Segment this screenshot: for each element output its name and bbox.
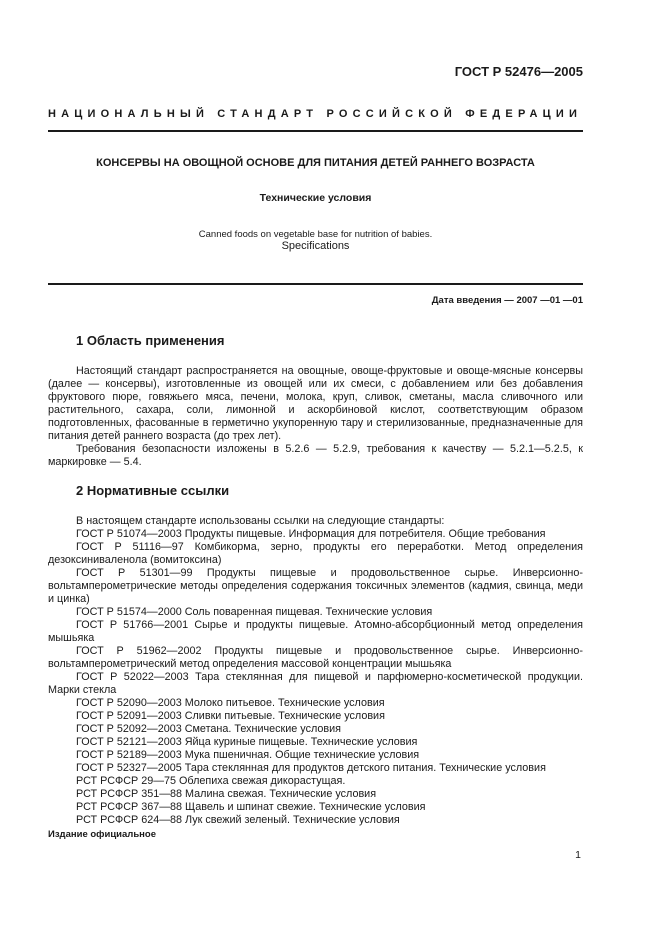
reference-item: ГОСТ Р 51574—2000 Соль поваренная пищевая. Технические условия	[76, 606, 433, 618]
reference-item: ГОСТ Р 51116—97 Комбикорма, зерно, продукты его переработки. Метод определения дезоксиниваленола (вомитоксина)	[48, 541, 583, 566]
section-1-body	[48, 365, 583, 469]
reference-item: РСТ РСФСР 351—88 Малина свежая. Технические условия	[76, 788, 377, 800]
reference-item: ГОСТ Р 52121—2003 Яйца куриные пищевые. Технические условия	[76, 736, 418, 748]
reference-item: ГОСТ Р 52092—2003 Сметана. Технические условия	[76, 723, 342, 735]
reference-item: ГОСТ Р 51301—99 Продукты пищевые и продовольственное сырье. Инверсионно-вольтамперометрические методы определения содержания токсичных элементов (кадмия, свинца, меди и цинка)	[48, 567, 583, 605]
official-edition-label: Издание официальное	[48, 829, 156, 840]
reference-item: РСТ РСФСР 367—88 Щавель и шпинат свежие. Технические условия	[76, 801, 426, 813]
introduction-date: Дата введения — 2007 —01 —01	[431, 295, 583, 306]
references-list	[48, 515, 583, 827]
document-number: ГОСТ Р 52476—2005	[454, 64, 583, 79]
header-rule	[48, 130, 583, 132]
page-number: 1	[575, 849, 581, 861]
document-subtitle: Технические условия	[259, 192, 372, 204]
section-1-paragraph-1: Настоящий стандарт распространяется на овощные, овоще-фруктовые и овоще-мясные консервы (далее — консервы), изготовленные из овощей или их смеси, с добавлением или без добавления фруктового пюре, говяжьего мяса, печени, молока, круп, сливок, сметаны, масла сливочного или растительного, сахара, соли, лимонной и аскорбиновой кислот, соответствующим образом подготовленных, фасованные в герметично укупоренную тару и стерилизованные, предназначенные для питания детей раннего возраста (до трех лет).	[48, 365, 583, 442]
reference-item: ГОСТ Р 52091—2003 Сливки питьевые. Технические условия	[76, 710, 385, 722]
english-subtitle: Specifications	[281, 240, 350, 252]
reference-item: ГОСТ Р 52090—2003 Молоко питьевое. Технические условия	[76, 697, 385, 709]
section-1-heading: 1 Область применения	[76, 333, 225, 348]
reference-item: РСТ РСФСР 29—75 Облепиха свежая дикорастущая.	[76, 775, 346, 787]
reference-item: ГОСТ Р 51962—2002 Продукты пищевые и продовольственное сырье. Инверсионно-вольтамперометрический метод определения массовой концентрации мышьяка	[48, 645, 583, 670]
section-1-paragraph-2: Требования безопасности изложены в 5.2.6 — 5.2.9, требования к качеству — 5.2.1—5.2.5, к маркировке — 5.4.	[48, 443, 583, 468]
english-title: Canned foods on vegetable base for nutrition of babies.	[198, 229, 433, 240]
reference-item: РСТ РСФСР 624—88 Лук свежий зеленый. Технические условия	[76, 814, 400, 826]
national-standard-banner: НАЦИОНАЛЬНЫЙ СТАНДАРТ РОССИЙСКОЙ ФЕДЕРАЦИИ	[48, 108, 583, 120]
section-2-heading: 2 Нормативные ссылки	[76, 483, 230, 498]
reference-item: ГОСТ Р 52022—2003 Тара стеклянная для пищевой и парфюмерно-косметической продукции. Марки стекла	[48, 671, 583, 696]
title-block-rule	[48, 283, 583, 285]
references-intro: В настоящем стандарте использованы ссылки на следующие стандарты:	[76, 515, 445, 527]
reference-item: ГОСТ Р 52327—2005 Тара стеклянная для продуктов детского питания. Технические условия	[76, 762, 546, 774]
reference-item: ГОСТ Р 51766—2001 Сырье и продукты пищевые. Атомно-абсорбционный метод определения мышьяка	[48, 619, 583, 644]
reference-item: ГОСТ Р 51074—2003 Продукты пищевые. Информация для потребителя. Общие требования	[76, 528, 546, 540]
document-title: КОНСЕРВЫ НА ОВОЩНОЙ ОСНОВЕ ДЛЯ ПИТАНИЯ ДЕТЕЙ РАННЕГО ВОЗРАСТА	[96, 157, 535, 169]
reference-item: ГОСТ Р 52189—2003 Мука пшеничная. Общие технические условия	[76, 749, 420, 761]
